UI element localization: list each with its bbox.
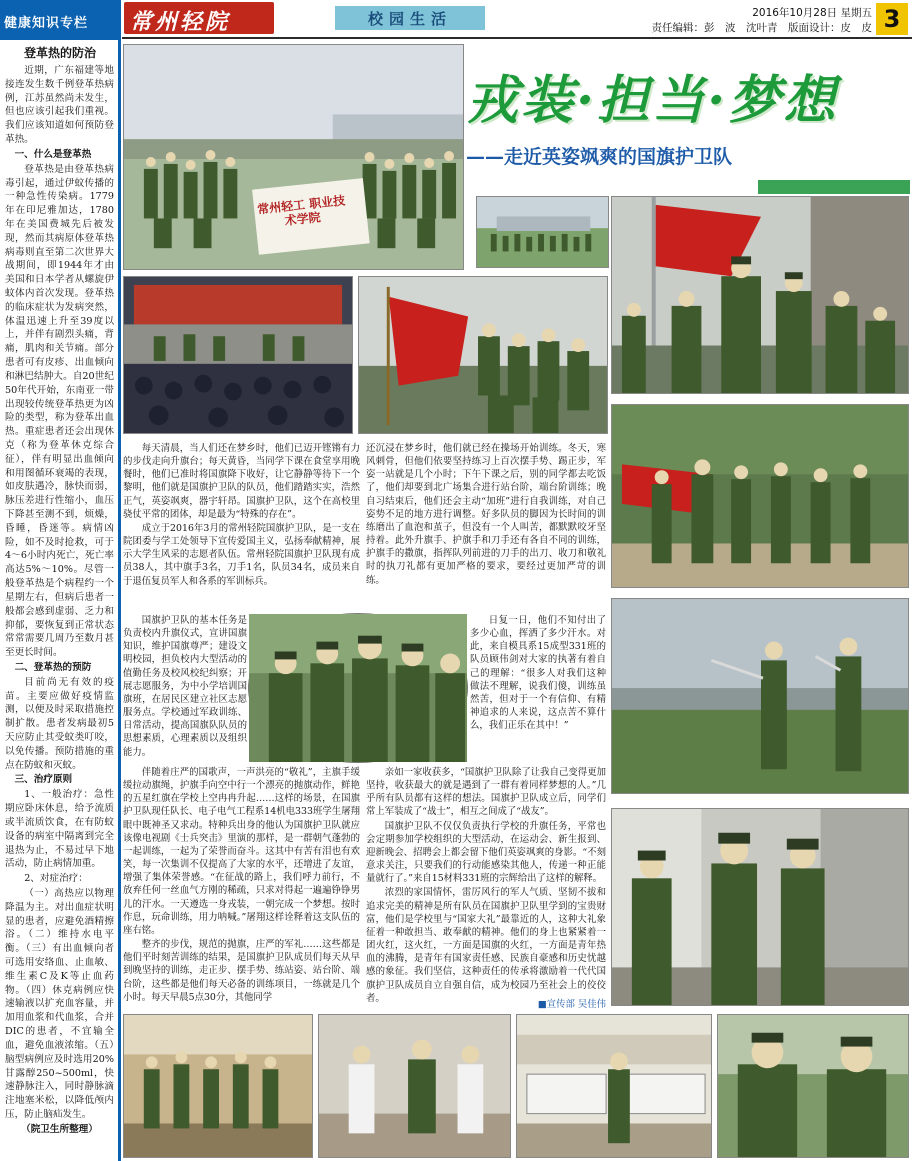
- section-label: 校园生活: [367, 10, 452, 28]
- article-col1-bottom: [123, 766, 360, 1010]
- article-paragraph: 每天清晨，当人们还在梦乡时，他们已迈开铿锵有力的步伐走向升旗台；每天黄昏，当同学下课在食堂享用晚餐时，他们已准时将国旗降下收好，让它静静等待下一个黎明，他们就是国旗护卫队的队员，他们踏踏实实，浩然正气，英姿飒爽，器宇轩昂。国旗护卫队，这个在高校里骁仗平常的团体，却是最为“特殊的存在”。: [123, 443, 360, 520]
- sidebar-paragraph: （一）高热应以物理降温为主。对出血症状明显的患者，应避免酒精擦浴。（二）维持水电平衡。（三）有出血倾向者可选用安络血、止血敏、维生素C及K等止血药物。（四）休克病例应快速输液以扩充血容量，并加用血浆和代血浆，合并DIC的患者，不宜输全血，避免血液浓缩。（五）脑型病例应及时选用20%甘露醇250~500ml，快速静脉注入，同时静脉滴注地塞米松，以降低颅内压，防止脑疝发生。: [5, 887, 114, 1120]
- article-col1-top: [123, 442, 360, 614]
- sidebar-paragraph: 二、登革热的预防: [14, 661, 92, 673]
- sidebar-paragraph: 一、什么是登革热: [14, 148, 92, 160]
- green-accent-block: [758, 180, 910, 194]
- masthead-title: 常州轻院: [130, 9, 231, 35]
- article-col2-bottom: [366, 766, 606, 1004]
- guards-indoor-photo: [611, 808, 909, 1006]
- sidebar-paragraph: 登革热是由登革热病毒引起，通过伊蚊传播的一种急性传染病。1779年在印尼雅加达，1780年在美国费城先后被发现，然而其病原体登革热病毒则直至第二次世界大战期间，即1944年才由美国和日本学者从螺旋伊蚊体内首次发现。登革热的临床症状为发病突然，体温迅速上升至39度以上，并伴有剧烈头痛，背痛，肌肉和关节痛。部分患者可有皮疹、出血倾向和淋巴结肿大。自20世纪50年代开始，东南亚一带出现较传统登革热更为凶险的类型，称为登革出血热。重症患者还会出现休克（称为登革休克综合征），伴有明显出血倾向和用图循环衰竭的表现，如皮肤遇冷，脉快而弱，脉压差进行性缩小，血压下降甚至测不到，烦燥，昏睡，昏迷等。病情凶险，如不及时抢救，可于4～6小时内死亡，死亡率高达5%～10%。尽管一般登革热是个病程约一个星期左右，但病后患者一般都会感到虚弱、乏力和抑郁，要恢复到正常状态常常需要几周乃至数月甚至更长时间。: [5, 163, 114, 659]
- issue-date: 2016年10月28日 星期五: [752, 7, 872, 19]
- article-paragraph: 成立于2016年3月的常州轻院国旗护卫队，是一支在院团委与学工处领导下宣传爱国主义，弘扬奉献精神，展示大学生风采的志愿者队伍。常州轻院国旗护卫队现有成员38人，其中旗手3名，刀手1名，队员34名，成员来自于退伍复员军人和各系的军训标兵。: [123, 522, 360, 587]
- article-paragraph: 伴随着庄严的国歌声，一声洪亮的“敬礼”，主旗手缓缓拉动旗绳，护旗手向空中行一个漂亮的抛旗动作，鲜艳的五星红旗在学校上空冉冉升起……这样的场景，在国旗护卫队现任队长、电子电气工程系14机电333班学生屠翔眼中既神圣又求动。特种兵出身的他认为国旗护卫队就应该像电视剧《士兵突击》里演的那样，是一群朝气蓬勃的一起训练，一起为了荣誉而奋斗。这其中有苦有泪也有欢笑，每一次集训不仅提高了大家的水平，还增进了友谊，增强了集体荣誉感。“在征战的路上，我们呼力前行，不放弃任何一丝血气方刚的稀疏，只求对得起一遍遍铮铮男儿的汗水。一天遵选一身戎装，一朝完成一个梦想。按时作息，玩命训练，用力呐喊。”屠翔这样诠释着这支队伍的座右铭。: [123, 767, 360, 936]
- sidebar-article-body: [5, 64, 114, 1156]
- sidebar-paragraph: 三、治疗原则: [14, 774, 73, 786]
- sidebar-article-title: 登革热的防治: [23, 46, 96, 60]
- article-paragraph: 国旗护卫队的基本任务是负责校内升旗仪式，宣讲国旗知识，维护国旗尊严；建设文明校园，担负校内大型活动的值勤任务及校风校纪纠察；开展志愿服务，为中小学培训国旗班，在居民区建立社区志愿服务点。学校通过军政训练、日常活动，提高国旗队队员的思想素质，心理素质以及组织能力。: [123, 615, 247, 758]
- article-paragraph: 亲如一家收获多，“国旗护卫队除了让我自己变得更加坚持，收获最大的就是遇到了一群有着同样梦想的人。”几乎所有队员都有这样的想法。国旗护卫队成立后，同学们常上军装成了“战士”，相互之间成了“战友”。: [366, 767, 606, 818]
- page-number: 3: [883, 5, 901, 33]
- sidebar-title: 健康知识专栏: [4, 16, 89, 31]
- drill-formation-photo: [611, 404, 909, 588]
- sidebar-paragraph: 2、对症治疗：: [24, 873, 88, 885]
- sidebar-paragraph: 1、一般治疗：急性期应卧床休息，给予流质或半流质饮食，在有防蚊设备的病室中隔离到完全退热为止，不易过早下地活动，防止病情加重。: [5, 789, 114, 870]
- banner-caption: 常州轻工 职业技术学院: [256, 193, 346, 228]
- rifle-drill-photo: [123, 1014, 313, 1158]
- salute-circle-photo: [248, 613, 468, 763]
- flag-bearer-photo: [358, 276, 608, 434]
- article-paragraph: 日复一日，他们不知付出了多少心血，挥洒了多少汗水。对此，来自模具系15成型331班的队员顾伟剑对大家的执著有着自己的理解：“很多人对我们这种做法不理解，说我们傻，训练虽然苦，但对于一个有信仰、有精神追求的人来说，这点苦不算什么，我们正乐在其中！”: [470, 615, 606, 732]
- martial-arts-photo: [318, 1014, 511, 1158]
- article-paragraph: 浓烈的家国情怀，雷厉风行的军人气质、坚韧不拔和追求完美的精神是所有队员在国旗护卫队里学到的宝贵财富，他们是学校里与“国家大礼”最靠近的人，这种大礼象征着一种敢担当、敢奉献的精神。他们的身上也紧紧着一团火红，这火红，一方面是国旗的火红，一方面是青年热血的沸腾，是青年有国家责任感、民族自豪感和历史忧越感的象征。我们坚信，这种责任的传承将激励着一代代国旗护卫队成员自立自强自信，成为校园乃至社会上的佼佼者。: [366, 887, 606, 1004]
- article-paragraph: 还沉浸在梦乡时，他们就已经在操场开始训练。冬天，寒风刺骨，但他们依要坚持练习上百次摆手势、踢正步，军姿一站就是几个小时；下午下课之后，别的同学都去吃饭了，他们却要到北广场集合进行站台阶，端台阶训练；晚自习结束后，他们还会主动“加班”进行自我训练，对自己姿势不足的地方进行调整。好多队员的脚因为长时间的训练磨出了血泡和茧子，但没有一个人叫苦，都默默咬牙坚持着。此外升旗手、护旗手和刀手还有各自不同的训练，护旗手的撒旗，指挥队列前进的刀手的出刀、收刀和敬礼时的执刀礼都有更加严格的要求，要经过更加严苛的训练。: [366, 443, 606, 586]
- article-col1-mid: [123, 614, 247, 764]
- headline-main: 戎装·担当·梦想: [466, 70, 839, 131]
- sidebar-paragraph: 目前尚无有效的疫苗。主要应做好疫情监测，以便及时采取措施控制扩散。患者发病最初5天应防止其受蚊类叮咬，以免传播。预防措施的重点在防蚊和灭蚊。: [5, 676, 114, 771]
- sidebar-divider: [118, 0, 121, 1161]
- group-photo-banner: [123, 44, 464, 270]
- article-paragraph: 整齐的步伐，规范的抛旗，庄严的军礼……这些都是他们平时刻苦训练的结果，是国旗护卫队成员们每天从早到晚坚持的训练，走正步、摆手势、练站姿、站台阶、端台阶，这些都是他们每天必备的训练项目，一练就是几个小时。每天早晨5点30分，其他同学: [123, 939, 360, 1003]
- editors-line: 责任编辑：彭 波 沈叶青 版面设计：皮 皮: [651, 22, 872, 34]
- headline-sub: ——走近英姿飒爽的国旗护卫队: [466, 146, 733, 168]
- article-paragraph: 国旗护卫队不仅仅负责执行学校的升旗任务，平常也会定期参加学校组织的大型活动，在运动会、新生报到、迎新晚会、招聘会上都会留下他们英姿飒爽的身影。“不刻意求关注，只要我们的行动能感染其他人，传递一种正能量就行了。”来自15材料331班的宗辉给出了这样的解释。: [366, 820, 606, 885]
- meeting-hall-photo: [123, 276, 353, 434]
- dormitory-photo: [516, 1014, 712, 1158]
- field-training-photo: [476, 196, 609, 268]
- sidebar-paragraph: 近期，广东福建等地接连发生数千例登革热病例，江苏虽然尚未发生，但也应该引起我们重视。我们应该知道如何预防登革热。: [5, 65, 114, 146]
- sword-drill-photo: [611, 598, 909, 794]
- header-rule: [122, 37, 912, 39]
- sidebar-paragraph: （院卫生所整理）: [21, 1123, 98, 1135]
- article-col2-mid: [470, 614, 606, 764]
- byline: ■宣传部 吴佳伟: [537, 999, 606, 1010]
- flag-raising-photo: [611, 196, 909, 394]
- article-col2-top: [366, 442, 606, 614]
- portrait-photos: [717, 1014, 909, 1158]
